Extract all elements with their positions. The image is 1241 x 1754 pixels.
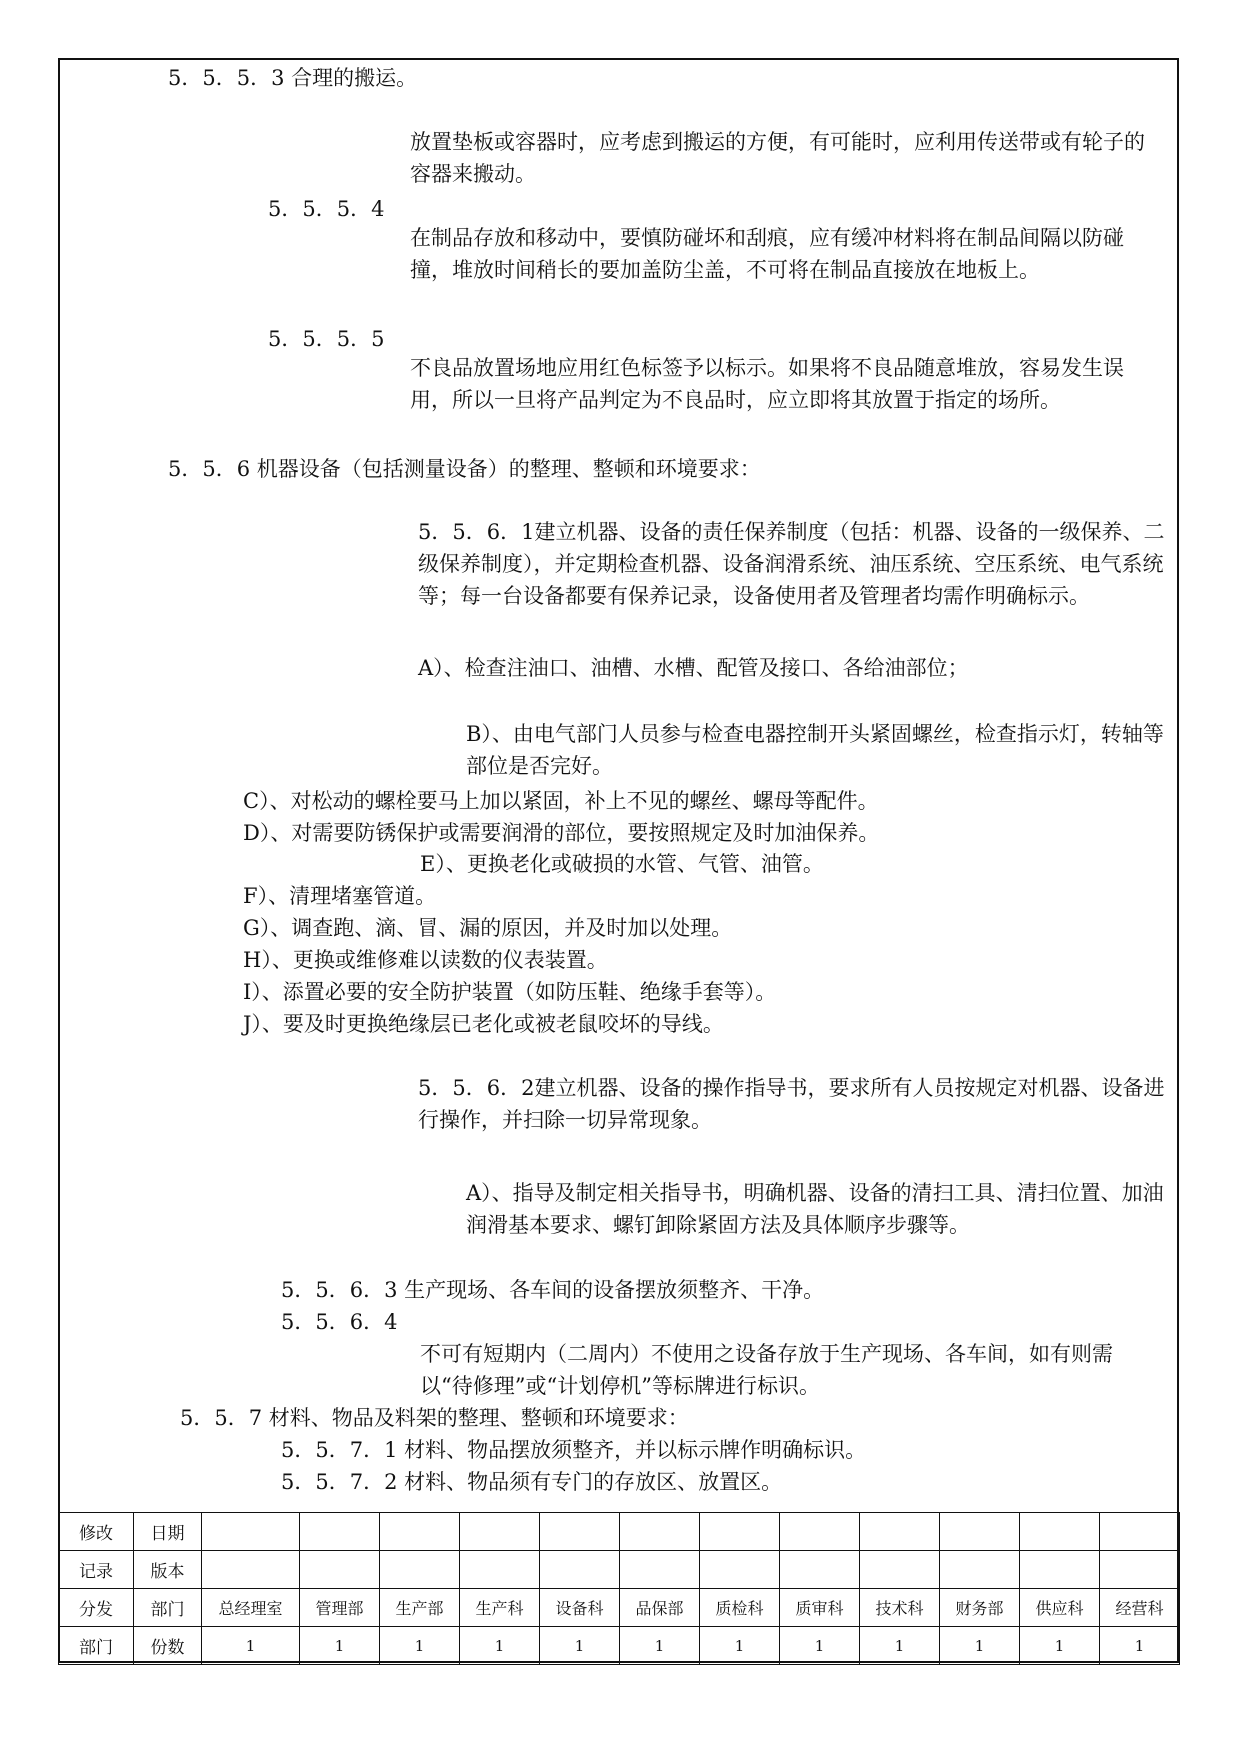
number-5555: 5．5．5．5 xyxy=(268,327,385,351)
number-5564: 5．5．6．4 xyxy=(281,1310,398,1334)
copies-cell: 1 xyxy=(380,1627,460,1665)
version-cell xyxy=(1100,1551,1180,1589)
dept-cell: 质审科 xyxy=(780,1589,860,1627)
item-g1: G）、调查跑、滴、冒、漏的原因，并及时加以处理。 xyxy=(243,916,733,940)
heading-5572: 5．5．7．2 材料、物品须有专门的存放区、放置区。 xyxy=(281,1470,783,1494)
copies-cell: 1 xyxy=(460,1627,540,1665)
date-cell xyxy=(300,1513,380,1551)
department-label: 部门 xyxy=(59,1627,134,1665)
date-cell xyxy=(540,1513,620,1551)
version-label: 版本 xyxy=(134,1551,202,1589)
heading-557: 5．5．7 材料、物品及料架的整理、整顿和环境要求： xyxy=(180,1406,689,1430)
record-label: 记录 xyxy=(59,1551,134,1589)
copies-cell: 1 xyxy=(1020,1627,1100,1665)
distribution-table xyxy=(58,1512,1180,1665)
date-cell xyxy=(940,1513,1020,1551)
item-h1: H）、更换或维修难以读数的仪表装置。 xyxy=(243,948,608,972)
copies-cell: 1 xyxy=(202,1627,300,1665)
paragraph-5564: 不可有短期内（二周内）不使用之设备存放于生产现场、各车间，如有则需以“待修理”或“计划停机”等标牌进行标识。 xyxy=(420,1342,1113,1398)
version-cell xyxy=(620,1551,700,1589)
dept-label: 部门 xyxy=(134,1589,202,1627)
item-j1: J）、要及时更换绝缘层已老化或被老鼠咬坏的导线。 xyxy=(243,1012,724,1036)
item-a1: A）、检查注油口、油槽、水槽、配管及接口、各给油部位； xyxy=(418,656,969,680)
version-cell xyxy=(780,1551,860,1589)
item-i1: I）、添置必要的安全防护装置（如防压鞋、绝缘手套等）。 xyxy=(243,980,777,1004)
date-cell xyxy=(380,1513,460,1551)
revision-date-row xyxy=(59,1513,1180,1551)
paragraph-5554: 在制品存放和移动中，要慎防碰坏和刮痕，应有缓冲材料将在制品间隔以防碰撞，堆放时间稍长的要加盖防尘盖，不可将在制品直接放在地板上。 xyxy=(410,226,1124,282)
version-cell xyxy=(540,1551,620,1589)
item-f1: F）、清理堵塞管道。 xyxy=(243,884,437,908)
copies-cell: 1 xyxy=(540,1627,620,1665)
paragraph-5561: 5．5．6．1建立机器、设备的责任保养制度（包括：机器、设备的一级保养、二级保养制度），并定期检查机器、设备润滑系统、油压系统、空压系统、电气系统等；每一台设备都要有保养记录，设备使用者及管理者均需作明确标示。 xyxy=(418,520,1165,608)
dept-cell: 财务部 xyxy=(940,1589,1020,1627)
heading-5553: 5．5．5．3 合理的搬运。 xyxy=(168,66,418,90)
number-5554: 5．5．5．4 xyxy=(268,197,385,221)
date-cell xyxy=(860,1513,940,1551)
copies-label: 份数 xyxy=(134,1627,202,1665)
version-cell xyxy=(202,1551,300,1589)
date-cell xyxy=(1020,1513,1100,1551)
copies-cell: 1 xyxy=(300,1627,380,1665)
revision-label: 修改 xyxy=(59,1513,134,1551)
version-cell xyxy=(380,1551,460,1589)
paragraph-5553: 放置垫板或容器时，应考虑到搬运的方便，有可能时，应利用传送带或有轮子的容器来搬动。 xyxy=(410,130,1145,186)
copies-cell: 1 xyxy=(860,1627,940,1665)
copies-cell: 1 xyxy=(1100,1627,1180,1665)
revision-version-row xyxy=(59,1551,1180,1589)
copies-cell: 1 xyxy=(620,1627,700,1665)
heading-556: 5．5．6 机器设备（包括测量设备）的整理、整顿和环境要求： xyxy=(168,457,761,481)
version-cell xyxy=(460,1551,540,1589)
version-cell xyxy=(300,1551,380,1589)
dept-cell: 经营科 xyxy=(1100,1589,1180,1627)
department-row xyxy=(59,1589,1180,1627)
dept-cell: 总经理室 xyxy=(202,1589,300,1627)
dept-cell: 技术科 xyxy=(860,1589,940,1627)
date-cell xyxy=(460,1513,540,1551)
date-label: 日期 xyxy=(134,1513,202,1551)
heading-5563: 5．5．6．3 生产现场、各车间的设备摆放须整齐、干净。 xyxy=(281,1278,825,1302)
dept-cell: 生产科 xyxy=(460,1589,540,1627)
dept-cell: 设备科 xyxy=(540,1589,620,1627)
version-cell xyxy=(700,1551,780,1589)
date-cell xyxy=(620,1513,700,1551)
copies-row xyxy=(59,1627,1180,1665)
dept-cell: 质检科 xyxy=(700,1589,780,1627)
heading-5571: 5．5．7．1 材料、物品摆放须整齐，并以标示牌作明确标识。 xyxy=(281,1438,867,1462)
item-c1: C）、对松动的螺栓要马上加以紧固，补上不见的螺丝、螺母等配件。 xyxy=(243,789,879,813)
date-cell xyxy=(1100,1513,1180,1551)
dept-cell: 管理部 xyxy=(300,1589,380,1627)
copies-cell: 1 xyxy=(700,1627,780,1665)
copies-cell: 1 xyxy=(780,1627,860,1665)
item-b1: B）、由电气部门人员参与检查电器控制开头紧固螺丝，检查指示灯，转轴等部位是否完好。 xyxy=(466,722,1164,778)
item-a2: A）、指导及制定相关指导书，明确机器、设备的清扫工具、清扫位置、加油润滑基本要求、螺钉卸除紧固方法及具体顺序步骤等。 xyxy=(466,1181,1164,1237)
item-e1: E）、更换老化或破损的水管、气管、油管。 xyxy=(420,852,824,876)
version-cell xyxy=(860,1551,940,1589)
dept-cell: 生产部 xyxy=(380,1589,460,1627)
item-d1: D）、对需要防锈保护或需要润滑的部位，要按照规定及时加油保养。 xyxy=(243,821,880,845)
dept-cell: 供应科 xyxy=(1020,1589,1100,1627)
paragraph-5562: 5．5．6．2建立机器、设备的操作指导书，要求所有人员按规定对机器、设备进行操作，并扫除一切异常现象。 xyxy=(418,1076,1165,1132)
date-cell xyxy=(202,1513,300,1551)
date-cell xyxy=(780,1513,860,1551)
version-cell xyxy=(940,1551,1020,1589)
dept-cell: 品保部 xyxy=(620,1589,700,1627)
date-cell xyxy=(700,1513,780,1551)
copies-cell: 1 xyxy=(940,1627,1020,1665)
distribution-label: 分发 xyxy=(59,1589,134,1627)
version-cell xyxy=(1020,1551,1100,1589)
paragraph-5555: 不良品放置场地应用红色标签予以标示。如果将不良品随意堆放，容易发生误用，所以一旦将产品判定为不良品时，应立即将其放置于指定的场所。 xyxy=(410,356,1124,412)
